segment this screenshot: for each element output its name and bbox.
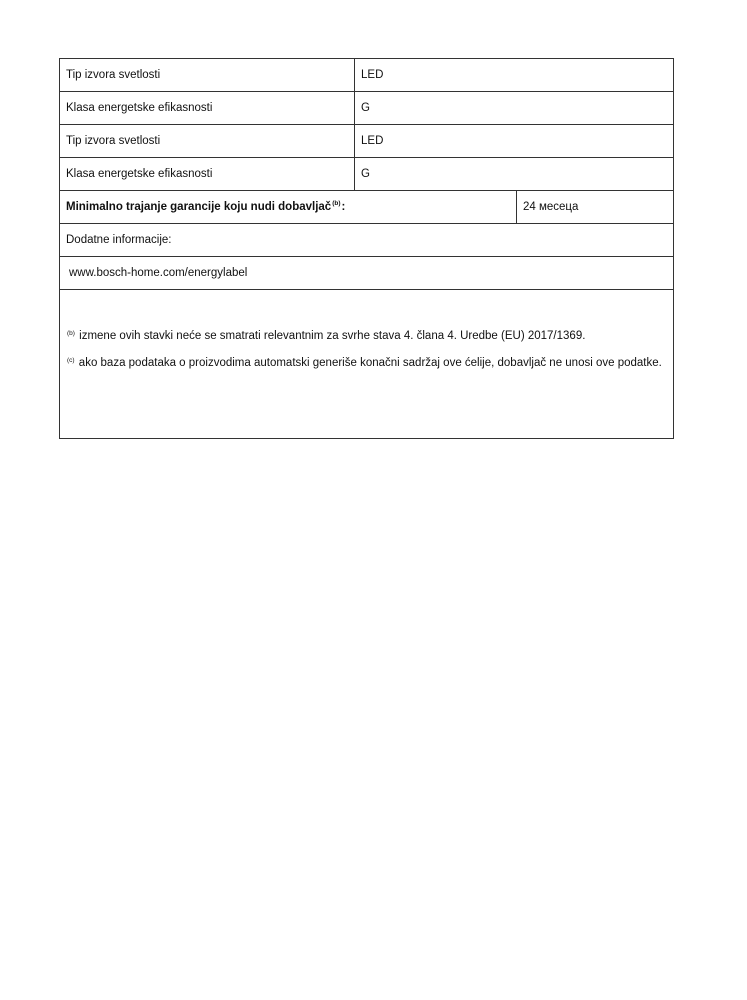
- footnote-mark: (b): [332, 199, 341, 207]
- additional-info-row: [60, 224, 673, 257]
- footnote-text: izmene ovih stavki neće se smatrati relevantnim za svrhe stava 4. člana 4. Uredbe (EU) 2017/1369.: [79, 330, 586, 342]
- table-row: [60, 158, 673, 191]
- row-value: G: [361, 102, 370, 114]
- warranty-value: 24 месеца: [523, 201, 579, 213]
- row-label: Tip izvora svetlosti: [60, 125, 355, 157]
- footnotes-section: [60, 290, 673, 438]
- warranty-label: Minimalno trajanje garancije koju nudi dobavljač: [66, 201, 332, 213]
- warranty-colon: :: [341, 201, 346, 213]
- additional-info-label: Dodatne informacije:: [66, 234, 172, 246]
- row-value: LED: [361, 135, 384, 147]
- footnote-c: [66, 357, 667, 372]
- energy-label-link[interactable]: www.bosch-home.com/energylabel: [69, 267, 248, 279]
- warranty-row: [60, 191, 673, 224]
- row-label: Tip izvora svetlosti: [60, 59, 355, 91]
- warranty-label-cell: [60, 191, 517, 223]
- url-row: [60, 257, 673, 290]
- row-value: G: [361, 168, 370, 180]
- footnote-b: [66, 330, 667, 345]
- energy-info-table: [59, 58, 674, 439]
- footnote-mark: (b): [67, 330, 75, 337]
- footnote-text: ako baza podataka o proizvodima automatski generiše konačni sadržaj ove ćelije, dobavljač ne unosi ove podatke.: [78, 356, 662, 369]
- table-row: [60, 59, 673, 92]
- row-value: LED: [361, 69, 384, 81]
- row-label: Klasa energetske efikasnosti: [60, 92, 355, 124]
- footnote-mark: (c): [67, 356, 75, 364]
- row-label: Klasa energetske efikasnosti: [60, 158, 355, 190]
- table-row: [60, 92, 673, 125]
- table-row: [60, 125, 673, 158]
